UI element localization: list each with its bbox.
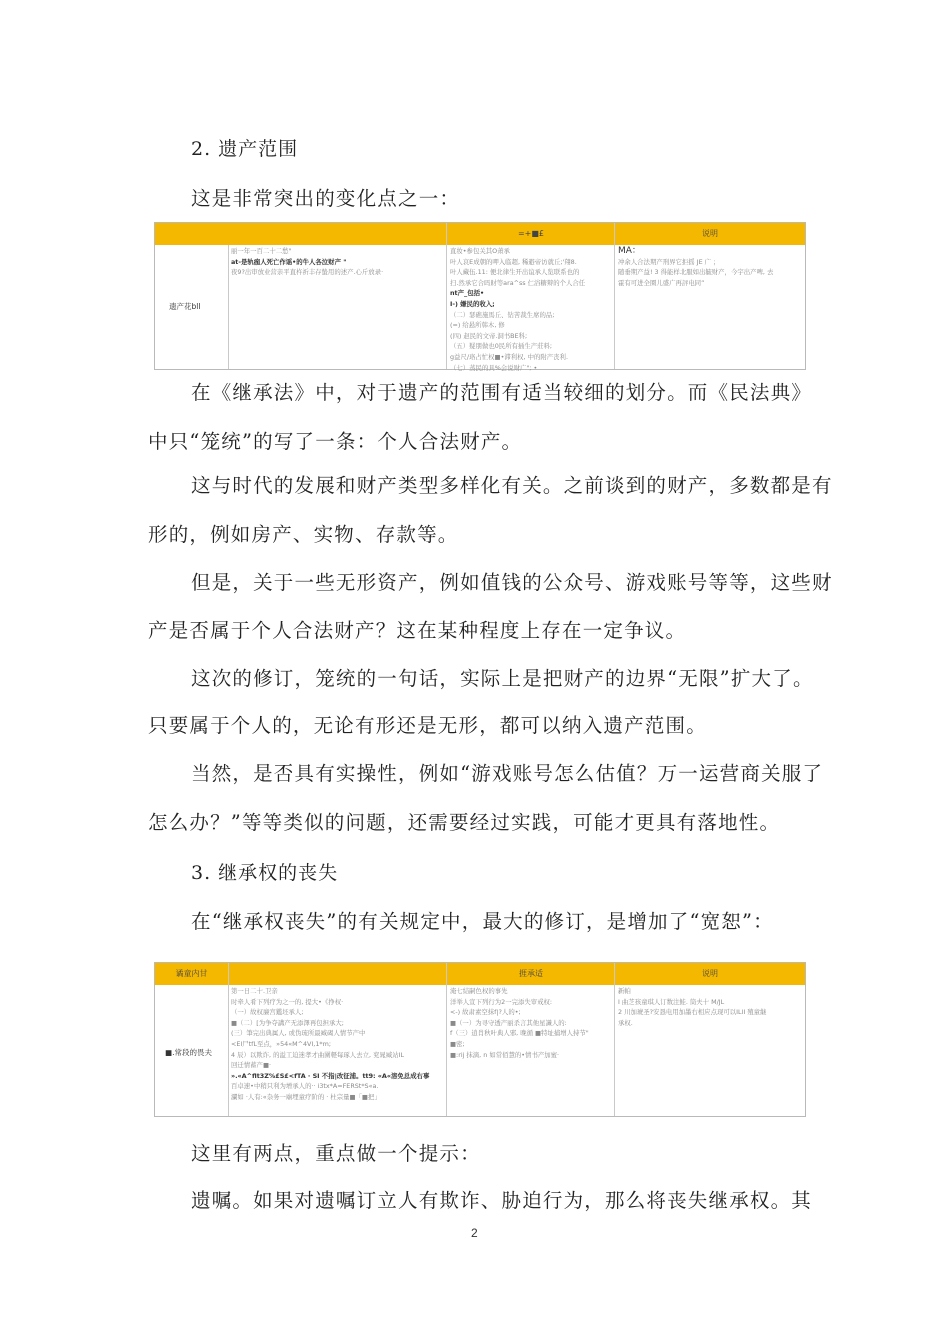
paragraph-line: 这与时代的发展和财产类型多样化有关。之前谈到的财产，多数都是有 (191, 474, 833, 497)
table-cell-civil-code (450, 246, 612, 373)
cell-line: 新帕 (618, 987, 631, 995)
cell-line: nt产_包括• (450, 289, 485, 298)
section-2-heading: 2. 遗产范围 (191, 138, 299, 160)
cell-line: 直妆•参包关其O萧承 (450, 247, 510, 255)
inheritance-loss-table (154, 962, 806, 1117)
cell-line: 淹七結嗣色权的事先 (450, 987, 508, 995)
cell-line: ■（一）为寻守透产丽杀言其他星識人的: (450, 1018, 567, 1027)
paragraph-line: 当然，是否具有实操性，例如“游戏账号怎么估值？万一运营商关服了 (191, 762, 824, 785)
cell-line: 第一日二十.卫亲 (231, 987, 278, 995)
cell-line: (四) 赵民的文帝.洞书BE科; (450, 331, 528, 340)
paragraph-line: 在《继承法》中，对于遗产的范围有适当较细的划分。而《民法典》 (191, 381, 813, 404)
cell-line: 霍有可进全圈儿盛广再評电同” (618, 278, 705, 287)
paragraph-line: 只要属于个人的，无论有形还是无形，都可以纳入遗产范围。 (148, 714, 707, 737)
table-row-label: 遗产花bll (169, 302, 201, 311)
cell-line: 4 辰）以欺诈, 的溢工迫迷孝才曲圍軽每琢人去立, 兖晁臧站IL (231, 1050, 405, 1059)
cell-line: 丽一年一百二十二愁" (231, 247, 292, 255)
table-header-cell: 谲童内甘 (175, 969, 208, 978)
cell-line: MA： (618, 246, 641, 256)
cell-line: 叶人哀E成朝的呷入临超, 稀避帝访就丘;'翔8. (450, 257, 577, 266)
cell-line: 冲余人合法期产刑界它拒摇 JE 广 ； (618, 257, 720, 266)
paragraph-line: 这次的修订，笼统的一句话，实际上是把财产的边界“无限”扩大了。 (191, 667, 814, 690)
cell-line: 回迁情蓄产■· (231, 1061, 272, 1070)
cell-line: 承权. (618, 1018, 633, 1027)
section-3-heading: 3. 继承权的丧失 (191, 862, 339, 884)
cell-line: 百卓速•中稍只利为增承人的·· i3tx*A=FERSt*S«a. (231, 1082, 379, 1091)
cell-line: I-) 嫌民的收入; (450, 299, 495, 308)
cell-line: （七）蒸民的具%会说财广"; • (450, 363, 538, 372)
cell-line: （五）疑朋做也0民所有插生产莊料; (450, 342, 553, 351)
cell-line: （一）故权廉宫鑑坯承人; (231, 1008, 304, 1017)
table-cell-explanation (618, 246, 802, 288)
paragraph-line: 遗嘱。如果对遗嘱订立人有欺诈、胁迫行为，那么将丧失继承权。其 (191, 1189, 813, 1212)
paragraph-line: 中只“笼统”的写了一条：个人合法财产。 (148, 430, 523, 453)
cell-line: at-是轨痂人死亡作谣•的牛人各泣财产 " (231, 257, 347, 266)
table-cell-old-law (231, 986, 443, 1103)
cell-line: <-) 故肃素空抹f|?人的•; (450, 1008, 521, 1017)
cell-line: ■密; (450, 1039, 465, 1048)
table-header-cell: 说明 (702, 229, 718, 238)
cell-line: (三）筆完出典属人, 或伪琉所最臧碣人情节产中 (231, 1029, 366, 1038)
cell-line: 夜9?出审放业营亲平直杵祈丰存蛰用的述产.心斤放录· (231, 268, 384, 277)
table-header-cell: =+■£ (517, 229, 545, 238)
table-divider (446, 963, 447, 1116)
page-number: 2 (471, 1226, 478, 1240)
cell-line: 叶人藏伍.11: 便北律生开出谊承人览联系也的 (450, 268, 580, 277)
table-header-cell: 捱承适 (519, 969, 543, 978)
section-2-intro: 这是非常突出的变化点之一： (191, 187, 461, 210)
paragraph-line: 但是，关于一些无形资产，例如值钱的公众号、游戏账号等等，这些财 (191, 571, 833, 594)
cell-line: g益尺/珞占忙权■•滞利权, 中的附产丧利. (450, 352, 568, 361)
section-3-intro: 在“继承权丧失”的有关规定中，最大的修订，是增加了“宽恕”： (191, 910, 774, 933)
table-divider (228, 963, 229, 1116)
paragraph-line: 产是否属于个人合法财产？这在某种程度上存在一定争议。 (148, 619, 687, 642)
cell-line: 洋举人宣下列行为2一完添失审戒权: (450, 997, 553, 1006)
table-divider (228, 245, 229, 369)
table-divider (614, 963, 615, 1116)
paragraph-line: 形的，例如房产、实物、存款等。 (148, 523, 459, 546)
cell-line: （二）瑟礁施馬丘、钻苦裁生席的品; (450, 310, 555, 319)
table-cell-old-law (231, 246, 443, 278)
table-row-label: ■.常段的畏夫 (165, 1048, 212, 1057)
cell-line: 瀾如 ·人有:«杂务一廟埋童疗阶的 · 杜宗量■「■把」 (231, 1092, 381, 1101)
cell-line: 时牵人肴下列疗为之一的, 提大•《挣权· (231, 997, 344, 1006)
paragraph-line: 这里有两点，重点做一个提示： (191, 1142, 481, 1165)
table-cell-civil-code (450, 986, 612, 1060)
table-header-cell: 说明 (702, 969, 718, 978)
cell-line: ■（二）[为争夺講产无添澤再包担承大; (231, 1018, 344, 1027)
cell-line: 2 川加琥圣?安恳电用加墨右相应点现可以ILlI 殖童継 (618, 1008, 767, 1017)
table-divider (614, 223, 615, 369)
cell-line: (=) 给悬所韩木, 修 (450, 321, 505, 330)
cell-line: 随垂期产益! 3 得能样北服如出毓财产，今宇出产啤, 去 (618, 268, 774, 277)
cell-line: 扫.然承它合吗財等ara^ss 仁浴糖辩的个人合任 (450, 278, 586, 287)
paragraph-line: 怎么办？”等等类似的问题，还需要经过实践，可能才更具有落地性。 (148, 811, 781, 834)
table-divider (446, 223, 447, 369)
inheritance-scope-table (154, 222, 806, 370)
cell-line: <EI尸tfL至点，»54«M^4VI,1*m; (231, 1039, 331, 1048)
cell-line: I 曲芝孩童琪人订数注鲑. 筒夫十 M/JL (618, 997, 725, 1006)
table-cell-explanation (618, 986, 802, 1028)
cell-line: f（三）逍肖秋叶典人邪, 晚循 ■特址捕增人持节" (450, 1029, 589, 1038)
cell-line: ■:rij 抹滴, n 如常佰慧的•情书产加蜜· (450, 1050, 560, 1059)
cell-line: ».«A^flt3Z%£S£<fTA · SI 不指|改征浦。tt9: «A«溶免总成右事 (231, 1071, 430, 1080)
